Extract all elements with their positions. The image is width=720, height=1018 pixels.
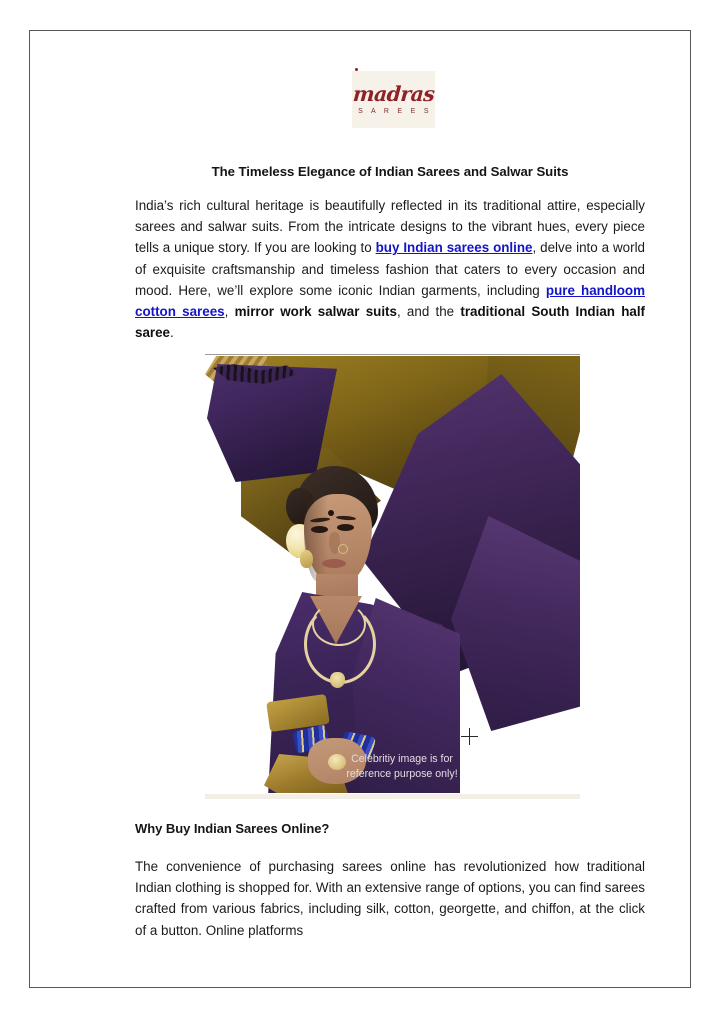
brand-logo [135, 69, 645, 131]
figure-top-rule [205, 354, 580, 355]
intro-paragraph [135, 195, 645, 343]
necklace-pendant [330, 672, 345, 688]
logo-badge [352, 71, 435, 128]
bindi-mark [328, 510, 334, 516]
saree-photo [205, 356, 580, 793]
model-lips [322, 559, 346, 568]
crosshair-marker-icon [461, 728, 478, 745]
page-title: The Timeless Elegance of Indian Sarees and Salwar Suits [211, 164, 569, 179]
photo-disclaimer-caption [317, 752, 487, 782]
link-buy-indian-sarees-online[interactable]: buy Indian sarees online [375, 240, 533, 256]
section-heading-why-buy: Why Buy Indian Sarees Online? [135, 821, 330, 836]
model-figure [260, 466, 470, 793]
earring-jewellery [300, 550, 313, 568]
bold-mirror-work-salwar-suits: mirror work salwar suits [234, 304, 397, 320]
intro-text-4: , and the [396, 304, 461, 320]
model-eye-left [311, 526, 328, 533]
bold-traditional-south-indian-half-saree: traditional South Indian half saree [135, 304, 645, 341]
logo-subtext: S A R E E S [358, 107, 432, 115]
intro-text-3: , [224, 304, 235, 320]
figure-bottom-band [205, 794, 580, 799]
nose-ring-jewellery [338, 544, 348, 554]
intro-text-2: , delve into a world of exquisite craftsmanship and timeless fashion that caters to every occasion and mood. Here, we’ll explore some iconic Indian garments, including [135, 240, 645, 298]
why-buy-paragraph: The convenience of purchasing sarees online has revolutionized how traditional Indian clothing is shopped for. With an extensive range of options, you can find sarees crafted from various fabrics, including silk, cotton, georgette, and chiffon, at the click of a button. Online platforms [135, 859, 645, 938]
caption-line-2: reference purpose only! [346, 768, 458, 780]
saree-figure [205, 354, 580, 799]
logo-wordmark: madras [352, 82, 436, 107]
caption-line-1: Celebritiy image is for [351, 753, 453, 765]
page-frame [29, 30, 691, 988]
model-face-shading [304, 494, 328, 582]
logo-dot-icon [355, 68, 358, 71]
link-pure-handloom-cotton-sarees[interactable]: pure handloom cotton sarees [135, 282, 646, 320]
intro-text-1: India’s rich cultural heritage is beautifully reflected in its traditional attire, especially sarees and salwar suits. From the intricate designs to the vibrant hues, every piece tells a unique story. If you are looking to [135, 198, 645, 256]
model-eye-right [337, 524, 354, 531]
intro-text-5: . [170, 325, 174, 341]
